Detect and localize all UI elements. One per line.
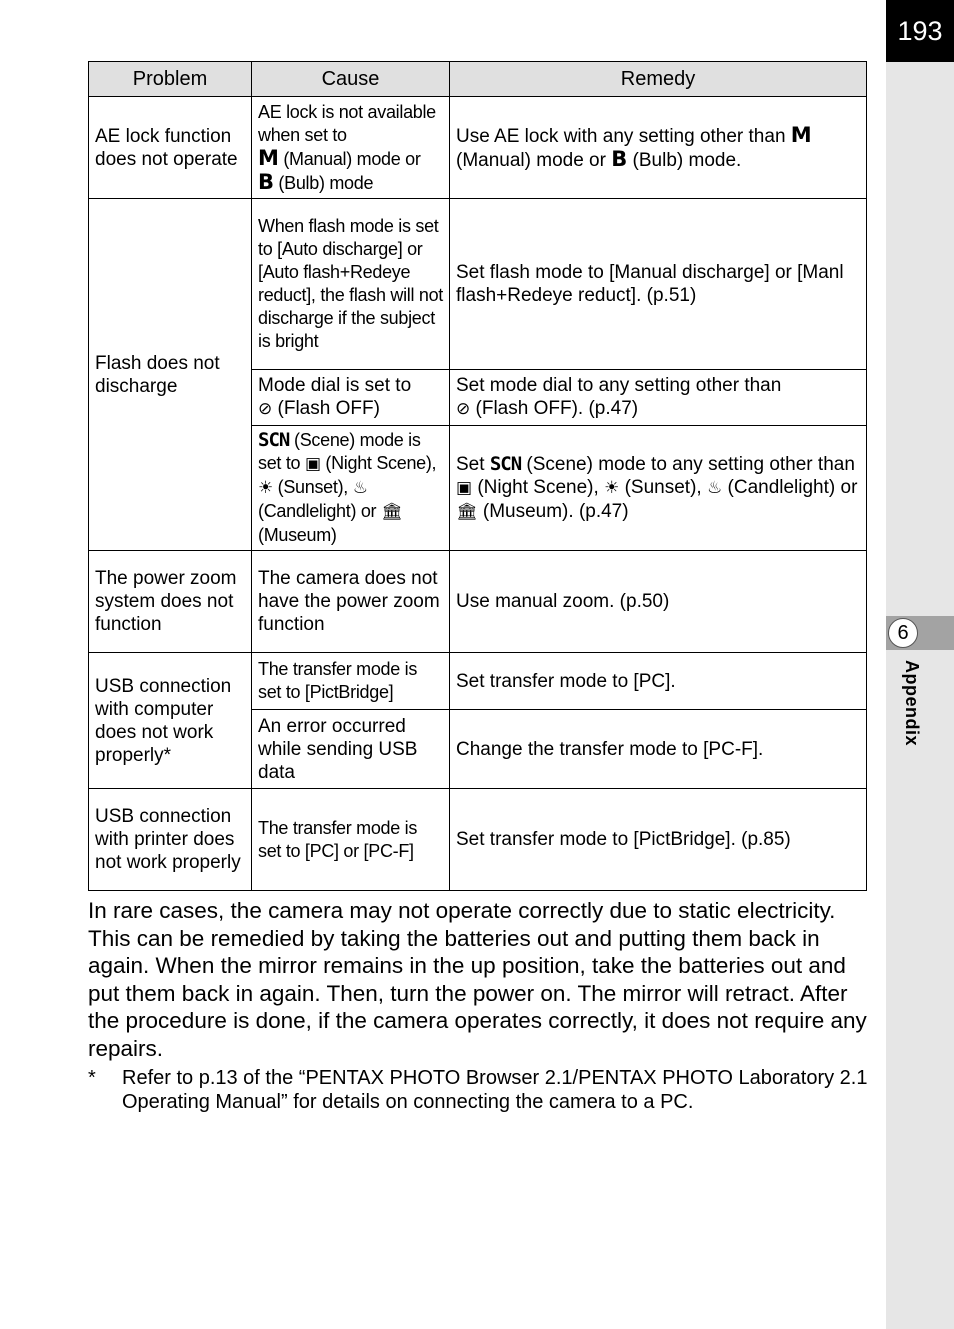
remedy-cell: Set flash mode to [Manual discharge] or [Manl flash+Redeye reduct]. (p.51) <box>450 199 867 370</box>
flash-off-icon: ⊘ <box>456 399 471 419</box>
flash-off-icon: ⊘ <box>258 399 273 419</box>
remedy-cell: Change the transfer mode to [PC-F]. <box>450 710 867 789</box>
page-number: 193 <box>886 0 954 62</box>
candlelight-icon: ♨ <box>706 477 723 498</box>
problem-cell: Flash does not discharge <box>89 199 252 551</box>
table-header-row <box>89 62 867 97</box>
remedy-cell: Set mode dial to any setting other than ⊘ (Flash OFF). (p.47) <box>450 370 867 426</box>
chapter-label: Appendix <box>902 660 922 747</box>
manual-mode-icon: M <box>790 122 812 147</box>
table-row <box>89 97 867 199</box>
cause-cell: The camera does not have the power zoom function <box>252 551 450 653</box>
static-electricity-paragraph: In rare cases, the camera may not operate correctly due to static electricity. This can be remedied by taking the batteries out and putting them back in again. When the mirror remains in the up position, take the batteries out and put them back in again. Then, turn the power on. The mirror will retract. After the procedure is done, if the camera operates correctly, it does not require any repairs. <box>88 898 867 1061</box>
candlelight-icon: ♨ <box>352 478 368 498</box>
scene-mode-icon: SCN <box>489 452 522 475</box>
remedy-cell: Set SCN (Scene) mode to any setting other than ▣ (Night Scene), ☀ (Sunset), ♨ (Candlelight) or 🏛 (Museum). (p.47) <box>450 426 867 551</box>
cause-cell: When flash mode is set to [Auto discharge] or [Auto flash+Redeye reduct], the flash will not discharge if the subject is bright <box>252 199 450 370</box>
table-row <box>89 653 867 710</box>
problem-cell: USB connection with printer does not work properly <box>89 789 252 891</box>
header-problem: Problem <box>89 62 252 97</box>
table-row <box>89 199 867 370</box>
cause-cell: Mode dial is set to ⊘ (Flash OFF) <box>252 370 450 426</box>
table-row <box>89 789 867 891</box>
remedy-cell: Set transfer mode to [PictBridge]. (p.85) <box>450 789 867 891</box>
header-cause: Cause <box>252 62 450 97</box>
remedy-cell: Use AE lock with any setting other than M (Manual) mode or B (Bulb) mode. <box>450 97 867 199</box>
header-remedy: Remedy <box>450 62 867 97</box>
problem-cell: The power zoom system does not function <box>89 551 252 653</box>
bulb-mode-icon: B <box>611 146 628 171</box>
problem-cell: AE lock function does not operate <box>89 97 252 199</box>
cause-cell: The transfer mode is set to [PC] or [PC-F] <box>252 789 450 891</box>
night-scene-icon: ▣ <box>304 454 321 474</box>
table-row <box>89 551 867 653</box>
chapter-number: 6 <box>888 618 918 648</box>
night-scene-icon: ▣ <box>456 477 473 498</box>
museum-icon: 🏛 <box>456 501 478 522</box>
cause-cell: An error occurred while sending USB data <box>252 710 450 789</box>
bulb-mode-icon: B <box>258 169 274 194</box>
footnote-text: Refer to p.13 of the “PENTAX PHOTO Browser 2.1/PENTAX PHOTO Laboratory 2.1 Operating Manual” for details on connecting the camera to a PC. <box>122 1067 868 1113</box>
cause-cell: AE lock is not available when set to M (Manual) mode or B (Bulb) mode <box>252 97 450 199</box>
problem-cell: USB connection with computer does not work properly* <box>89 653 252 789</box>
remedy-cell: Use manual zoom. (p.50) <box>450 551 867 653</box>
scene-mode-icon: SCN <box>258 429 290 451</box>
manual-mode-icon: M <box>258 145 279 170</box>
sunset-icon: ☀ <box>604 477 620 498</box>
cause-cell: The transfer mode is set to [PictBridge] <box>252 653 450 710</box>
footnote-marker: * <box>88 1067 96 1089</box>
sunset-icon: ☀ <box>258 478 273 498</box>
cause-cell: SCN (Scene) mode is set to ▣ (Night Scene), ☀ (Sunset), ♨ (Candlelight) or 🏛 (Museum) <box>252 426 450 551</box>
troubleshooting-table <box>88 61 867 891</box>
museum-icon: 🏛 <box>380 502 403 522</box>
remedy-cell: Set transfer mode to [PC]. <box>450 653 867 710</box>
footnote <box>88 1066 878 1114</box>
